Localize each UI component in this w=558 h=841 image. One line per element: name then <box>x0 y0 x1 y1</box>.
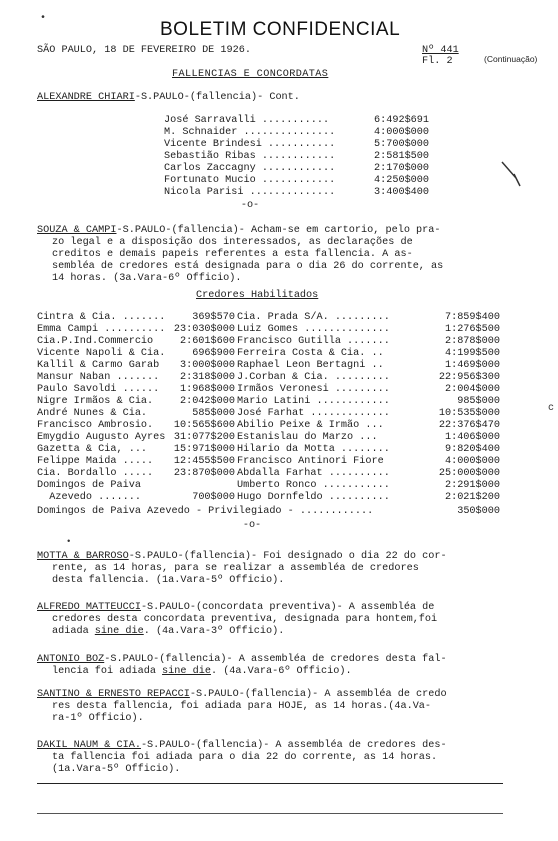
creditor-name: José Farhat ............. <box>237 408 390 419</box>
creditors-subtitle: Credores Habilitados <box>196 290 319 301</box>
creditor-name: André Nunes & Cia. <box>37 408 148 419</box>
entry-text: -S.PAULO-(fallencia)- A assembléa de credo <box>189 689 447 700</box>
entry-heading: DAKIL NAUM & CIA. <box>37 740 141 751</box>
privileged-creditor: Domingos de Paiva Azevedo - Privilegiado - ............ <box>37 506 374 517</box>
entry-text: lencia foi adiada <box>52 666 163 677</box>
entry-souza-line-1 <box>37 226 441 236</box>
creditor-amount: 2:042$000 <box>179 396 235 407</box>
entry-heading: ALEXANDRE CHIARI <box>37 92 135 103</box>
creditor-amount: 4:199$500 <box>444 348 500 359</box>
creditor-name: J.Corban & Cia. ......... <box>237 372 390 383</box>
creditor-amount: 1:276$500 <box>444 324 500 335</box>
creditor-name: M. Schnaider ............... <box>164 127 336 138</box>
creditor-name: Carlos Zaccagny ............ <box>164 163 336 174</box>
creditor-amount: 5:700$000 <box>374 139 430 150</box>
entry-text: res desta fallencia, foi adiada para HOJE, as 14 horas.(4a.Va- <box>52 701 432 712</box>
section-separator: -o- <box>242 520 262 531</box>
entry-heading: ANTONIO BOZ <box>37 654 105 665</box>
creditor-name: Umberto Ronco ........... <box>237 480 390 491</box>
creditor-amount: 22:956$300 <box>438 372 500 383</box>
bottom-rule <box>37 783 503 784</box>
entry-text: (1a.Vara-5º Officio). <box>52 764 181 775</box>
creditor-name: Vicente Napoli & Cia. <box>37 348 166 359</box>
creditor-amount: 9:820$400 <box>444 444 500 455</box>
entry-text: . (4a.Vara-6º Officio). <box>210 666 352 677</box>
bulletin-title: BOLETIM CONFIDENCIAL <box>160 19 401 40</box>
entry-heading: SOUZA & CAMPI <box>37 225 117 236</box>
creditor-name: Abilio Peixe & Irmão ... <box>237 420 384 431</box>
creditor-name: Emma Campi .......... <box>37 324 166 335</box>
creditor-amount: 1:406$000 <box>444 432 500 443</box>
entry-text: -S.PAULO-(fallencia)- Foi designado o dia 22 do cor- <box>128 551 447 562</box>
creditor-amount: 10:535$000 <box>438 408 500 419</box>
creditor-name: Mario Latini ............ <box>237 396 390 407</box>
creditor-name: Kallil & Carmo Garab <box>37 360 160 371</box>
creditor-name: Francisco Antinori Fiore <box>237 456 384 467</box>
creditor-name: Hugo Dornfeldo .......... <box>237 492 390 503</box>
issue-number: Nº 441 <box>422 45 459 56</box>
creditor-amount: 7:859$400 <box>444 312 500 323</box>
section-title: FALLENCIAS E CONCORDATAS <box>172 69 329 80</box>
creditor-amount: 2:170$000 <box>374 163 430 174</box>
entry-dakil-line-1 <box>37 741 447 751</box>
sheet-number: Fl. 2 <box>422 56 453 67</box>
entry-chiari-heading-line <box>37 93 300 103</box>
creditor-amount: 700$000 <box>192 492 235 503</box>
creditor-name: Cia.P.Ind.Commercio <box>37 336 154 347</box>
creditor-amount: 2:581$500 <box>374 151 430 162</box>
creditor-amount: 1:968$000 <box>179 384 235 395</box>
creditor-name: Raphael Leon Bertagni .. <box>237 360 384 371</box>
entry-text: desta fallencia. (1a.Vara-5º Officio). <box>52 575 285 586</box>
creditor-name: Cintra & Cia. ....... <box>37 312 166 323</box>
entry-text: sembléa de credores está designada para o dia 26 do corrente, as <box>52 261 444 272</box>
creditor-amount: 2:291$000 <box>444 480 500 491</box>
entry-boz-line-1 <box>37 655 447 665</box>
creditor-amount: 696$900 <box>192 348 235 359</box>
entry-heading: SANTINO & ERNESTO REPACCI <box>37 689 190 700</box>
entry-boz-line-2 <box>52 667 352 677</box>
creditor-amount: 6:492$691 <box>374 115 430 126</box>
creditor-name: Fortunato Mucio ............ <box>164 175 336 186</box>
sine-die-term: sine die <box>162 666 211 677</box>
entry-text: -S.PAULO-(concordata preventiva)- A assembléa de <box>140 602 435 613</box>
creditor-amount: 23:030$000 <box>173 324 235 335</box>
section-separator: -o- <box>240 200 260 211</box>
creditor-name: José Sarravalli ........... <box>164 115 330 126</box>
creditor-name: Emygdio Augusto Ayres <box>37 432 166 443</box>
creditor-name: Paulo Savoldi ...... <box>37 384 160 395</box>
creditor-name: Luiz Gomes .............. <box>237 324 390 335</box>
creditor-amount: 15:971$000 <box>173 444 235 455</box>
creditor-amount: 3:000$000 <box>179 360 235 371</box>
ink-speck: • <box>40 13 47 24</box>
entry-text: rente, as 14 horas, para se realizar a assembléa de credores <box>52 563 419 574</box>
creditor-amount: 23:870$000 <box>173 468 235 479</box>
creditor-amount: 369$570 <box>192 312 235 323</box>
entry-text: adiada <box>52 626 95 637</box>
creditor-amount: 4:250$000 <box>374 175 430 186</box>
creditor-name: Irmãos Veronesi ......... <box>237 384 390 395</box>
creditor-name: Domingos de Paiva <box>37 480 141 491</box>
creditor-name: Ferreira Costa & Cia. .. <box>237 348 384 359</box>
creditor-amount: 3:400$400 <box>374 187 430 198</box>
creditor-amount: 1:469$000 <box>444 360 500 371</box>
entry-text: -S.PAULO-(fallencia)- Cont. <box>134 92 300 103</box>
pen-mark <box>500 160 524 190</box>
entry-text: ta fallencia foi adiada para o dia 22 do corrente, as 14 horas. <box>52 752 438 763</box>
creditor-amount: 2:601$600 <box>179 336 235 347</box>
ink-speck: c <box>548 403 555 414</box>
creditor-amount: 2:004$000 <box>444 384 500 395</box>
entry-text: -S.PAULO-(fallencia)- Acham-se em cartorio, pelo pra- <box>116 225 441 236</box>
bottom-rule <box>37 813 503 814</box>
creditor-amount: 4:000$000 <box>374 127 430 138</box>
creditor-amount: 2:318$000 <box>179 372 235 383</box>
place-date: SÃO PAULO, 18 DE FEVEREIRO DE 1926. <box>37 45 251 56</box>
entry-text: creditos e demais papeis referentes a esta fallencia. A as- <box>52 249 413 260</box>
creditor-name: Nicola Parisi .............. <box>164 187 336 198</box>
entry-matteucci-line-3 <box>52 627 284 637</box>
creditor-name: Hilario da Motta ........ <box>237 444 390 455</box>
entry-heading: ALFREDO MATTEUCCI <box>37 602 141 613</box>
entry-text: ra-1º Officio). <box>52 713 144 724</box>
continuation-note: (Continuação) <box>484 54 538 64</box>
creditor-name: Francisco Ambrosio. <box>37 420 154 431</box>
entry-text: zo legal e a disposição dos interessados, as declarações de <box>52 237 413 248</box>
entry-motta-line-1 <box>37 552 447 562</box>
creditor-name: Estanislau do Marzo ... <box>237 432 378 443</box>
sine-die-term: sine die <box>94 626 144 637</box>
entry-text: 14 horas. (3a.Vara-6º Officio). <box>52 273 242 284</box>
entry-matteucci-line-1 <box>37 603 434 613</box>
creditor-amount: 2:878$000 <box>444 336 500 347</box>
creditor-name: Gazetta & Cia, ... <box>37 444 148 455</box>
creditor-amount: 585$000 <box>192 408 235 419</box>
creditor-amount: 4:000$000 <box>444 456 500 467</box>
creditor-amount: 10:565$600 <box>173 420 235 431</box>
entry-heading: MOTTA & BARROSO <box>37 551 129 562</box>
creditor-name: Sebastião Ribas ............ <box>164 151 336 162</box>
creditor-name: Abdalla Farhat .......... <box>237 468 390 479</box>
entry-repacci-line-1 <box>37 690 447 700</box>
creditor-name: Cia. Bordallo ..... <box>37 468 154 479</box>
entry-text: . (4a.Vara-3º Officio). <box>143 626 285 637</box>
creditor-amount: 25:000$000 <box>438 468 500 479</box>
creditor-name: Vicente Brindesi ........... <box>164 139 336 150</box>
creditor-name: Mansur Naban ....... <box>37 372 160 383</box>
entry-text: credores desta concordata preventiva, designada para hontem,foi <box>52 614 438 625</box>
entry-text: -S.PAULO-(fallencia)- A assembléa de credores des- <box>140 740 447 751</box>
creditor-amount: 12:455$500 <box>173 456 235 467</box>
creditor-name: Azevedo ....... <box>37 492 141 503</box>
creditor-amount: 22:376$470 <box>438 420 500 431</box>
creditor-amount: 985$000 <box>457 396 500 407</box>
creditor-name: Felippe Maida ..... <box>37 456 154 467</box>
creditor-amount: 2:021$200 <box>444 492 500 503</box>
ink-speck: • <box>66 537 72 547</box>
creditor-name: Nigre Irmãos & Cia. <box>37 396 154 407</box>
creditor-amount: 31:077$200 <box>173 432 235 443</box>
privileged-amount: 350$000 <box>457 506 500 517</box>
creditor-name: Francisco Gutilla ....... <box>237 336 390 347</box>
entry-text: -S.PAULO-(fallencia)- A assembléa de credores desta fal- <box>104 654 447 665</box>
creditor-name: Cia. Prada S/A. ......... <box>237 312 390 323</box>
